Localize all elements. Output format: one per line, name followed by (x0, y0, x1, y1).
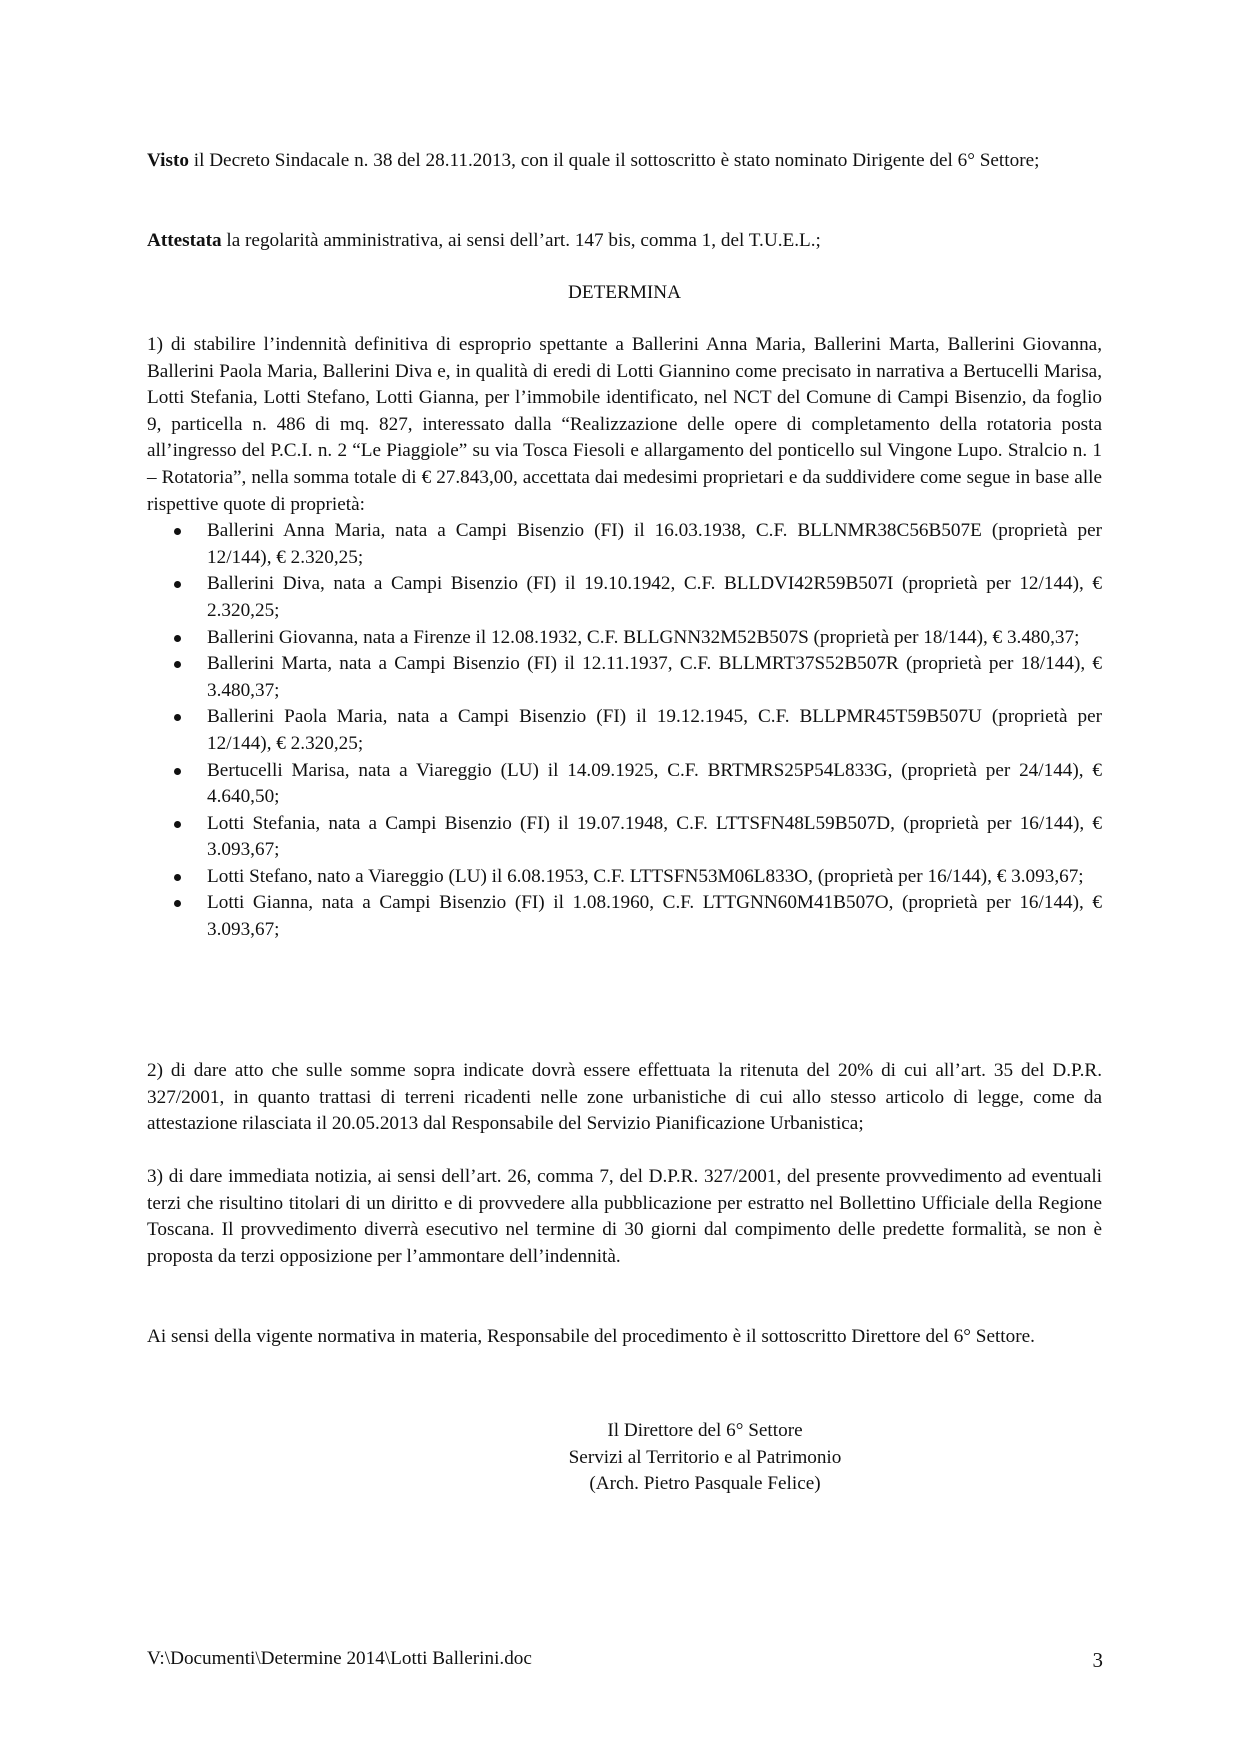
list-item (147, 758, 1102, 811)
list-item (147, 571, 1102, 624)
bullet-icon (174, 528, 181, 535)
bullet-icon (174, 661, 181, 668)
heirs-list (147, 518, 1102, 944)
heir-text: Lotti Stefania, nata a Campi Bisenzio (FI) il 19.07.1948, C.F. LTTSFN48L59B507D, (proprietà per 16/144), € 3.093,67; (207, 812, 1102, 861)
bullet-icon (174, 768, 181, 775)
bullet-icon (174, 900, 181, 907)
heir-text: Lotti Gianna, nata a Campi Bisenzio (FI) il 1.08.1960, C.F. LTTGNN60M41B507O, (proprietà per 16/144), € 3.093,67; (207, 892, 1102, 941)
attestata-label: Attestata (147, 230, 222, 251)
bullet-icon (174, 635, 181, 642)
determina-heading: DETERMINA (568, 282, 681, 303)
responsible-note: Ai sensi della vigente normativa in materia, Responsabile del procedimento è il sottoscritto Direttore del 6° Settore. (147, 1326, 1035, 1347)
list-item (147, 651, 1102, 704)
bullet-icon (174, 821, 181, 828)
attestata-paragraph (147, 228, 1102, 255)
heir-text: Ballerini Marta, nata a Campi Bisenzio (FI) il 12.11.1937, C.F. BLLMRT37S52B507R (proprietà per 18/144), € 3.480,37; (207, 653, 1102, 701)
footer-file-path: V:\Documenti\Determine 2014\Lotti Ballerini.doc (147, 1648, 532, 1669)
signature-block (530, 1418, 880, 1498)
bullet-icon (174, 714, 181, 721)
signature-name: (Arch. Pietro Pasquale Felice) (589, 1473, 821, 1495)
point-3-paragraph: 3) di dare immediata notizia, ai sensi dell’art. 26, comma 7, del D.P.R. 327/2001, del presente provvedimento ad eventuali terzi che risultino titolari di un diritto e di provvedere alla pubblicazione per estratto nel Bollettino Ufficiale della Regione Toscana. Il provvedimento diverrà esecutivo nel termine di 30 giorni dal compimento delle predette formalità, se non è proposta da terzi opposizione per l’ammontare dell’indennità. (147, 1166, 1102, 1267)
signature-title: Il Direttore del 6° Settore (607, 1420, 803, 1441)
visto-text: il Decreto Sindacale n. 38 del 28.11.2013, con il quale il sottoscritto è stato nominato Dirigente del 6° Settore; (188, 150, 1040, 171)
list-item (147, 704, 1102, 757)
list-item (147, 864, 1102, 891)
visto-paragraph (147, 148, 1102, 175)
attestata-text: la regolarità amministrativa, ai sensi dell’art. 147 bis, comma 1, del T.U.E.L.; (221, 230, 821, 251)
list-item (147, 890, 1102, 943)
page-number: 3 (1092, 1648, 1103, 1672)
point-1-section (147, 332, 1102, 944)
heir-text: Ballerini Diva, nata a Campi Bisenzio (FI) il 19.10.1942, C.F. BLLDVI42R59B507I (proprietà per 12/144), € 2.320,25; (207, 573, 1102, 621)
bullet-icon (174, 874, 181, 881)
bullet-icon (174, 581, 181, 588)
visto-label: Visto (147, 150, 189, 171)
heir-text: Bertucelli Marisa, nata a Viareggio (LU) il 14.09.1925, C.F. BRTMRS25P54L833G, (proprietà per 24/144), € 4.640,50; (207, 759, 1102, 808)
heir-text: Lotti Stefano, nato a Viareggio (LU) il 6.08.1953, C.F. LTTSFN53M06L833O, (proprietà per 16/144), € 3.093,67; (207, 865, 1084, 887)
list-item (147, 518, 1102, 571)
heir-text: Ballerini Paola Maria, nata a Campi Bisenzio (FI) il 19.12.1945, C.F. BLLPMR45T59B507U (proprietà per 12/144), € 2.320,25; (207, 706, 1102, 754)
point-1-intro: 1) di stabilire l’indennità definitiva di esproprio spettante a Ballerini Anna Maria, Ballerini Marta, Ballerini Giovanna, Ballerini Paola Maria, Ballerini Diva e, in qualità di eredi di Lotti Giannino come precisato in narrativa a Bertucelli Marisa, Lotti Stefania, Lotti Stefano, Lotti Gianna, per l’immobile identificato, nel NCT del Comune di Campi Bisenzio, da foglio 9, particella n. 486 di mq. 827, interessato dalla “Realizzazione delle opere di completamento della rotatoria posta all’ingresso del P.C.I. n. 2 “Le Piaggiole” su via Tosca Fiesoli e allargamento del ponticello sul Vingone Lupo. Stralcio n. 1 – Rotatoria”, nella somma totale di € 27.843,00, accettata dai medesimi proprietari e da suddividere come segue in base alle rispettive quote di proprietà: (147, 334, 1102, 515)
list-item (147, 625, 1102, 652)
list-item (147, 811, 1102, 864)
heir-text: Ballerini Anna Maria, nata a Campi Bisenzio (FI) il 16.03.1938, C.F. BLLNMR38C56B507E (proprietà per 12/144), € 2.320,25; (207, 520, 1102, 568)
point-2-paragraph: 2) di dare atto che sulle somme sopra indicate dovrà essere effettuata la ritenuta del 20% di cui all’art. 35 del D.P.R. 327/2001, in quanto trattasi di terreni ricadenti nelle zone urbanistiche di cui allo stesso articolo di legge, come da attestazione rilasciata il 20.05.2013 dal Responsabile del Servizio Pianificazione Urbanistica; (147, 1060, 1102, 1135)
signature-department: Servizi al Territorio e al Patrimonio (568, 1446, 842, 1468)
heir-text: Ballerini Giovanna, nata a Firenze il 12.08.1932, C.F. BLLGNN32M52B507S (proprietà per 18/144), € 3.480,37; (207, 626, 1080, 648)
